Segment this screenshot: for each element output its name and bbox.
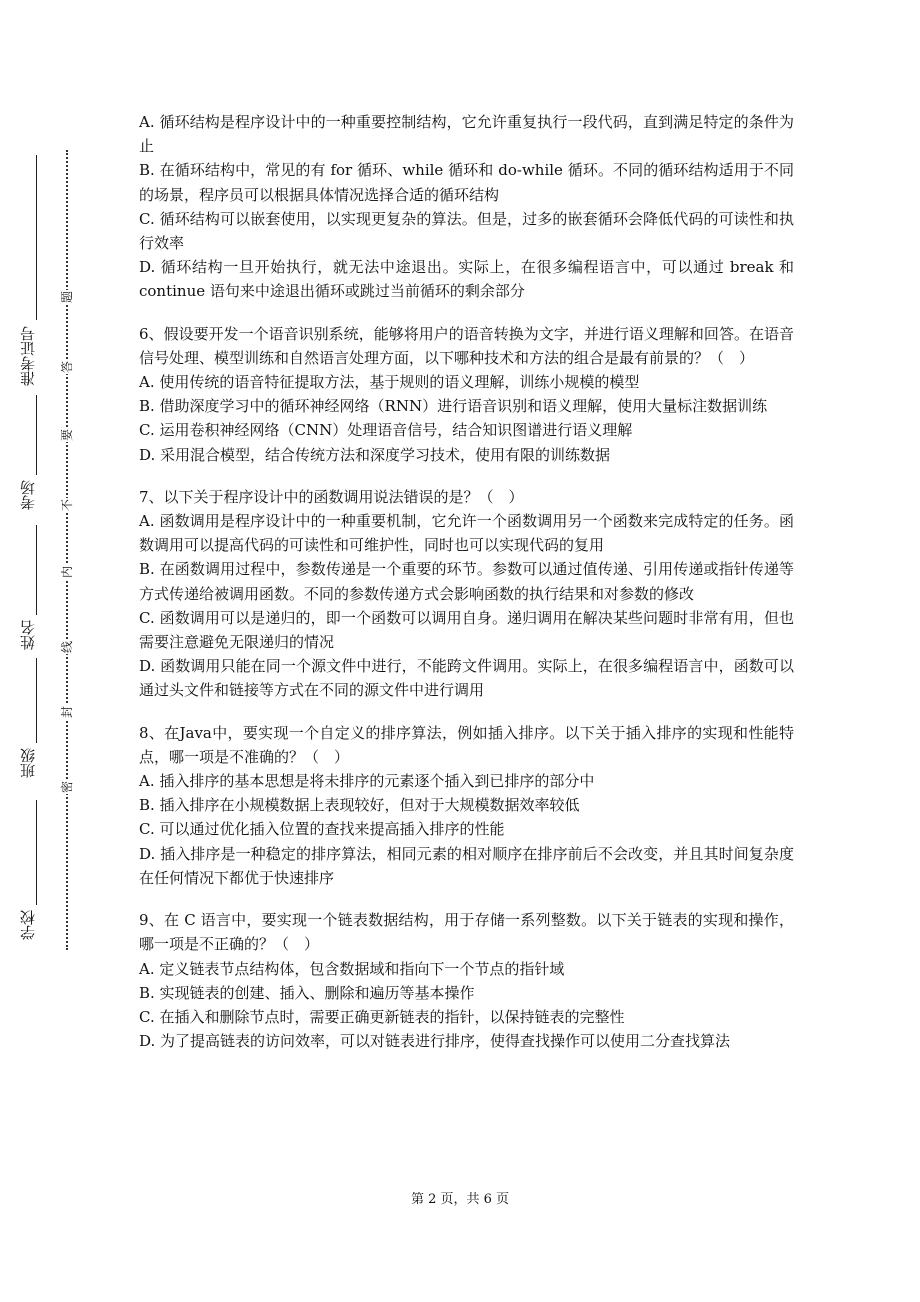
seal-char: 内 [60, 566, 74, 579]
option-b: B. 借助深度学习中的循环神经网络（RNN）进行语音识别和语义理解，使用大量标注数据训练 [139, 397, 768, 416]
option-d: D. 采用混合模型，结合传统方法和深度学习技术，使用有限的训练数据 [139, 445, 611, 464]
option-a: A. 定义链表节点结构体，包含数据域和指向下一个节点的指针域 [139, 959, 565, 978]
option-d: D. 函数调用只能在同一个源文件中进行，不能跨文件调用。实际上，在很多编程语言中，函数可以通过头文件和链接等方式在不同的源文件中进行调用 [139, 657, 794, 700]
option-d: D. 为了提高链表的访问效率，可以对链表进行排序，使得查找操作可以使用二分查找算法 [139, 1032, 731, 1051]
question-content [139, 110, 794, 1071]
option-a: A. 插入排序的基本思想是将未排序的元素逐个插入到已排序的部分中 [139, 772, 595, 791]
option-d: D. 插入排序是一种稳定的排序算法，相同元素的相对顺序在排序前后不会改变，并且其时间复杂度在任何情况下都优于快速排序 [139, 844, 794, 887]
seal-char: 封 [60, 706, 74, 719]
option-b: B. 实现链表的创建、插入、删除和遍历等基本操作 [139, 983, 475, 1002]
option-a: A. 使用传统的语音特征提取方法，基于规则的语义理解，训练小规模的模型 [139, 373, 640, 392]
question-9 [139, 908, 794, 1053]
seal-char: 要 [60, 429, 74, 442]
option-c: C. 可以通过优化插入位置的查找来提高插入排序的性能 [139, 820, 505, 839]
option-c: C. 循环结构可以嵌套使用，以实现更复杂的算法。但是，过多的嵌套循环会降低代码的可读性和执行效率 [139, 209, 794, 253]
page-number: 第 2 页，共 6 页 [410, 1192, 510, 1207]
question-stem: 8、在Java中，要实现一个自定义的排序算法，例如插入排序。以下关于插入排序的实现和性能特点，哪一项是不准确的？（ ） [139, 723, 794, 766]
seal-char: 答 [60, 361, 74, 374]
name-label: 姓名 [19, 620, 37, 650]
exam-room-line [36, 395, 37, 475]
option-a: A. 循环结构是程序设计中的一种重要控制结构，它允许重复执行一段代码，直到满足特定的条件为止 [139, 113, 794, 156]
option-c: C. 函数调用可以是递归的，即一个函数可以调用自身。递归调用在解决某些问题时非常有用，但也需要注意避免无限递归的情况 [139, 608, 794, 652]
class-line [36, 658, 37, 743]
seal-dotted-line [66, 150, 68, 950]
seal-char: 题 [60, 291, 74, 304]
school-label: 学校 [19, 910, 37, 940]
question-6 [139, 322, 794, 467]
seal-char: 线 [60, 641, 74, 654]
question-5-options [139, 110, 794, 304]
option-c: C. 运用卷积神经网络（CNN）处理语音信号，结合知识图谱进行语义理解 [139, 421, 633, 440]
option-c: C. 在插入和删除节点时，需要正确更新链表的指针，以保持链表的完整性 [139, 1007, 625, 1026]
option-b: B. 在函数调用过程中，参数传递是一个重要的环节。参数可以通过值传递、引用传递或指针传递等方式传递给被调用函数。不同的参数传递方式会影响函数的执行结果和对参数的修改 [139, 560, 794, 603]
question-stem: 7、以下关于程序设计中的函数调用说法错误的是？（ ） [139, 487, 524, 506]
seal-char: 不 [60, 499, 74, 512]
option-b: B. 插入排序在小规模数据上表现较好，但对于大规模数据效率较低 [139, 796, 580, 815]
binding-strip [0, 140, 110, 960]
school-line [36, 800, 37, 905]
admission-number-line [36, 155, 37, 320]
question-8 [139, 721, 794, 890]
exam-room-label: 考场 [19, 480, 37, 510]
class-label: 班级 [19, 748, 37, 778]
name-line [36, 525, 37, 615]
question-7 [139, 485, 794, 703]
question-stem: 6、假设要开发一个语音识别系统，能够将用户的语音转换为文字，并进行语义理解和回答。在语音信号处理、模型训练和自然语言处理方面，以下哪种技术和方法的组合是最有前景的？（ ） [139, 324, 794, 367]
option-b: B. 在循环结构中，常见的有 for 循环、while 循环和 do-while 循环。不同的循环结构适用于不同的场景，程序员可以根据具体情况选择合适的循环结构 [139, 161, 794, 204]
admission-number-label: 准考证号 [19, 326, 37, 386]
option-a: A. 函数调用是程序设计中的一种重要机制，它允许一个函数调用另一个函数来完成特定的任务。函数调用可以提高代码的可读性和可维护性，同时也可以实现代码的复用 [139, 512, 794, 555]
seal-char: 密 [60, 781, 74, 794]
question-stem: 9、在 C 语言中，要实现一个链表数据结构，用于存储一系列整数。以下关于链表的实现和操作，哪一项是不正确的？（ ） [139, 911, 794, 954]
option-d: D. 循环结构一旦开始执行，就无法中途退出。实际上，在很多编程语言中，可以通过 break 和 continue 语句来中途退出循环或跳过当前循环的剩余部分 [139, 258, 794, 301]
